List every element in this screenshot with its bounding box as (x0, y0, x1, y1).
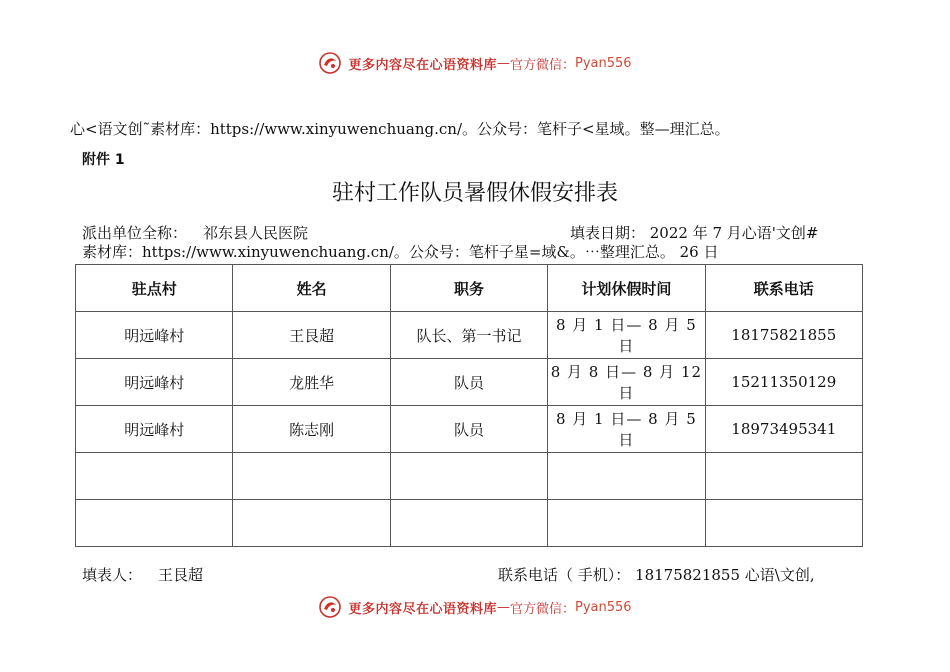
cell-name: 王艮超 (233, 312, 390, 359)
banner-text: 更多内容尽在心语资料库 (348, 57, 497, 73)
table-header-row (76, 265, 863, 312)
cell-phone: 18175821855 (705, 312, 862, 359)
cell-position: 队员 (390, 359, 547, 406)
column-header: 姓名 (233, 265, 390, 312)
unit-row (82, 222, 308, 243)
cell-village: 明远峰村 (76, 312, 233, 359)
banner-wechat-label: 官方微信： (509, 601, 575, 617)
cell-village (76, 453, 233, 500)
cell-phone (705, 500, 862, 547)
column-header: 联系电话 (705, 265, 862, 312)
cell-position (390, 453, 547, 500)
table-row (76, 453, 863, 500)
cell-village (76, 500, 233, 547)
table-row (76, 312, 863, 359)
brand-logo-icon (318, 51, 342, 75)
fill-date: 填表日期： 2022 年 7 月心语'文创# (570, 224, 819, 242)
brand-logo-icon (318, 595, 342, 619)
cell-leave-period (548, 453, 705, 500)
cell-leave-period: 8 月 8 日— 8 月 12 日 (548, 359, 705, 406)
column-header: 职务 (390, 265, 547, 312)
cell-name (233, 453, 390, 500)
banner-wechat-id: Pyan556 (574, 55, 632, 71)
cell-name: 龙胜华 (233, 359, 390, 406)
cell-village: 明远峰村 (76, 406, 233, 453)
source-line-2: 素材库：https://www.xinyuwenchuang.cn/。公众号：笔杆子星=域&。⋯整理汇总。 26 日 (82, 243, 719, 261)
banner-separator: — (496, 55, 510, 71)
cell-position: 队员 (390, 406, 547, 453)
footer-banner (0, 594, 950, 620)
banner-text: 更多内容尽在心语资料库 (348, 601, 497, 617)
source-line-1: 心<语文创˜素材库：https://www.xinyuwenchuang.cn/。公众号：笔杆子<星域。整—理汇总。 (70, 120, 730, 138)
cell-phone: 15211350129 (705, 359, 862, 406)
banner-wechat-label: 官方微信： (509, 57, 575, 73)
schedule-table (75, 264, 863, 547)
unit-value: 祁东县人民医院 (203, 224, 309, 242)
cell-phone (705, 453, 862, 500)
cell-name (233, 500, 390, 547)
filler-value: 王艮超 (158, 566, 204, 584)
banner-separator: — (496, 599, 510, 615)
table-row (76, 406, 863, 453)
cell-name: 陈志刚 (233, 406, 390, 453)
cell-position (390, 500, 547, 547)
column-header: 计划休假时间 (548, 265, 705, 312)
attachment-label: 附件 1 (82, 152, 125, 168)
cell-village: 明远峰村 (76, 359, 233, 406)
column-header: 驻点村 (76, 265, 233, 312)
cell-position: 队长、第一书记 (390, 312, 547, 359)
unit-label: 派出单位全称： (82, 224, 188, 242)
cell-leave-period (548, 500, 705, 547)
cell-phone: 18973495341 (705, 406, 862, 453)
filler-label: 填表人： (82, 566, 143, 584)
header-banner (0, 50, 950, 76)
filler-row (82, 564, 203, 585)
banner-wechat-id: Pyan556 (574, 599, 632, 615)
document-title: 驻村工作队员暑假休假安排表 (331, 181, 618, 206)
contact-phone: 联系电话（ 手机）： 18175821855 心语\文创, (498, 566, 815, 584)
table-row (76, 500, 863, 547)
cell-leave-period: 8 月 1 日— 8 月 5 日 (548, 406, 705, 453)
table-row (76, 359, 863, 406)
cell-leave-period: 8 月 1 日— 8 月 5 日 (548, 312, 705, 359)
